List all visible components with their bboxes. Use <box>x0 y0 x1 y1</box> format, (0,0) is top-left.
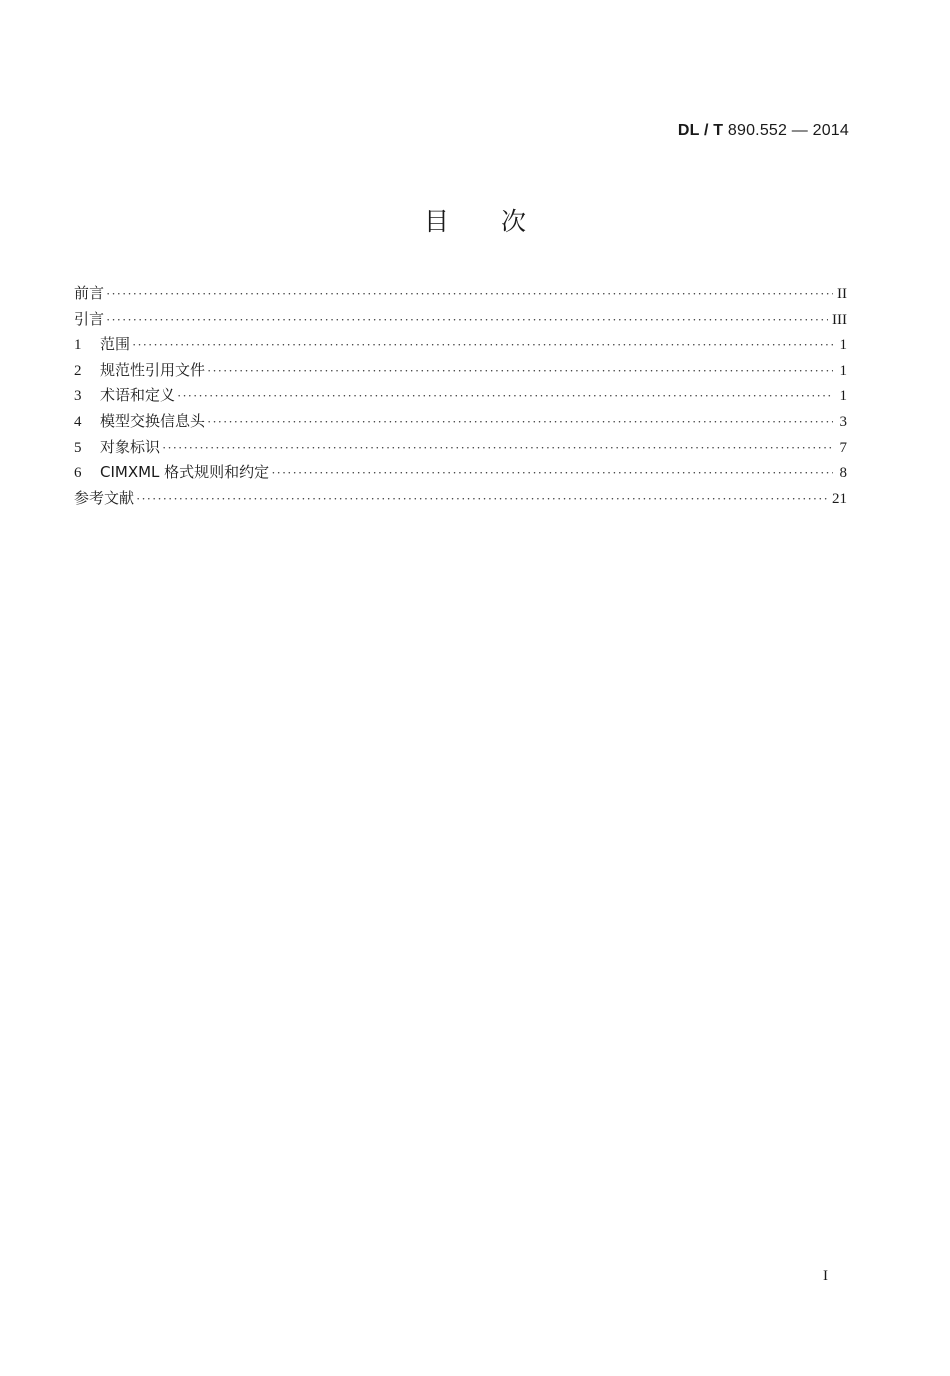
toc-entry-page: 3 <box>839 413 847 430</box>
toc-entry-label: 术语和定义 <box>100 386 176 405</box>
toc-entry-number: 1 <box>74 337 82 354</box>
toc-entry-number: 6 <box>74 465 82 482</box>
standard-code-prefix: DL / T <box>677 122 724 139</box>
standard-code-number: 890.552 — 2014 <box>723 122 849 139</box>
toc-entry-label: 参考文献 <box>74 488 135 507</box>
toc-entry-number: 2 <box>74 362 82 379</box>
toc-entry-label: 前言 <box>74 284 105 302</box>
toc-entry[interactable] <box>74 281 847 307</box>
toc-leader-dots <box>136 486 828 512</box>
toc-leader-dots <box>162 435 833 461</box>
toc-entry[interactable] <box>74 460 847 486</box>
toc-entry-page: III <box>832 311 847 328</box>
toc-entry[interactable] <box>74 383 847 409</box>
toc-leader-dots <box>271 460 833 486</box>
toc-leader-dots <box>132 332 833 358</box>
toc-entry-page: 1 <box>839 362 847 379</box>
toc-entry[interactable] <box>74 332 847 358</box>
toc-entry-label: 对象标识 <box>100 437 161 456</box>
toc-entry-page: 8 <box>839 465 847 482</box>
toc-entry-page: 1 <box>839 337 847 354</box>
toc-entry[interactable] <box>74 358 847 384</box>
toc-entry[interactable] <box>74 409 847 435</box>
toc-entry-number: 4 <box>74 413 82 430</box>
toc-entry-page: 7 <box>839 439 847 456</box>
toc-entry-page: 21 <box>832 490 847 507</box>
toc-entry[interactable] <box>74 435 847 461</box>
page-title: 目次 <box>423 207 578 236</box>
toc-leader-dots <box>207 409 833 435</box>
page-number: I <box>823 1268 828 1284</box>
toc-entry-page: II <box>837 286 847 302</box>
toc-entry-label: 模型交换信息头 <box>100 411 206 430</box>
toc-entry[interactable] <box>74 307 847 333</box>
table-of-contents <box>74 281 847 511</box>
toc-entry-label: CIMXML 格式规则和约定 <box>100 463 270 482</box>
toc-leader-dots <box>106 307 828 333</box>
toc-leader-dots <box>207 358 833 384</box>
toc-entry[interactable] <box>74 486 847 512</box>
toc-entry-label: 引言 <box>74 309 105 328</box>
standard-code <box>678 122 849 140</box>
toc-leader-dots <box>106 281 833 307</box>
toc-entry-label: 范围 <box>100 335 131 354</box>
toc-leader-dots <box>177 383 833 409</box>
toc-entry-label: 规范性引用文件 <box>100 360 206 379</box>
toc-entry-number: 3 <box>74 388 82 405</box>
toc-entry-number: 5 <box>74 439 82 456</box>
toc-entry-page: 1 <box>839 388 847 405</box>
